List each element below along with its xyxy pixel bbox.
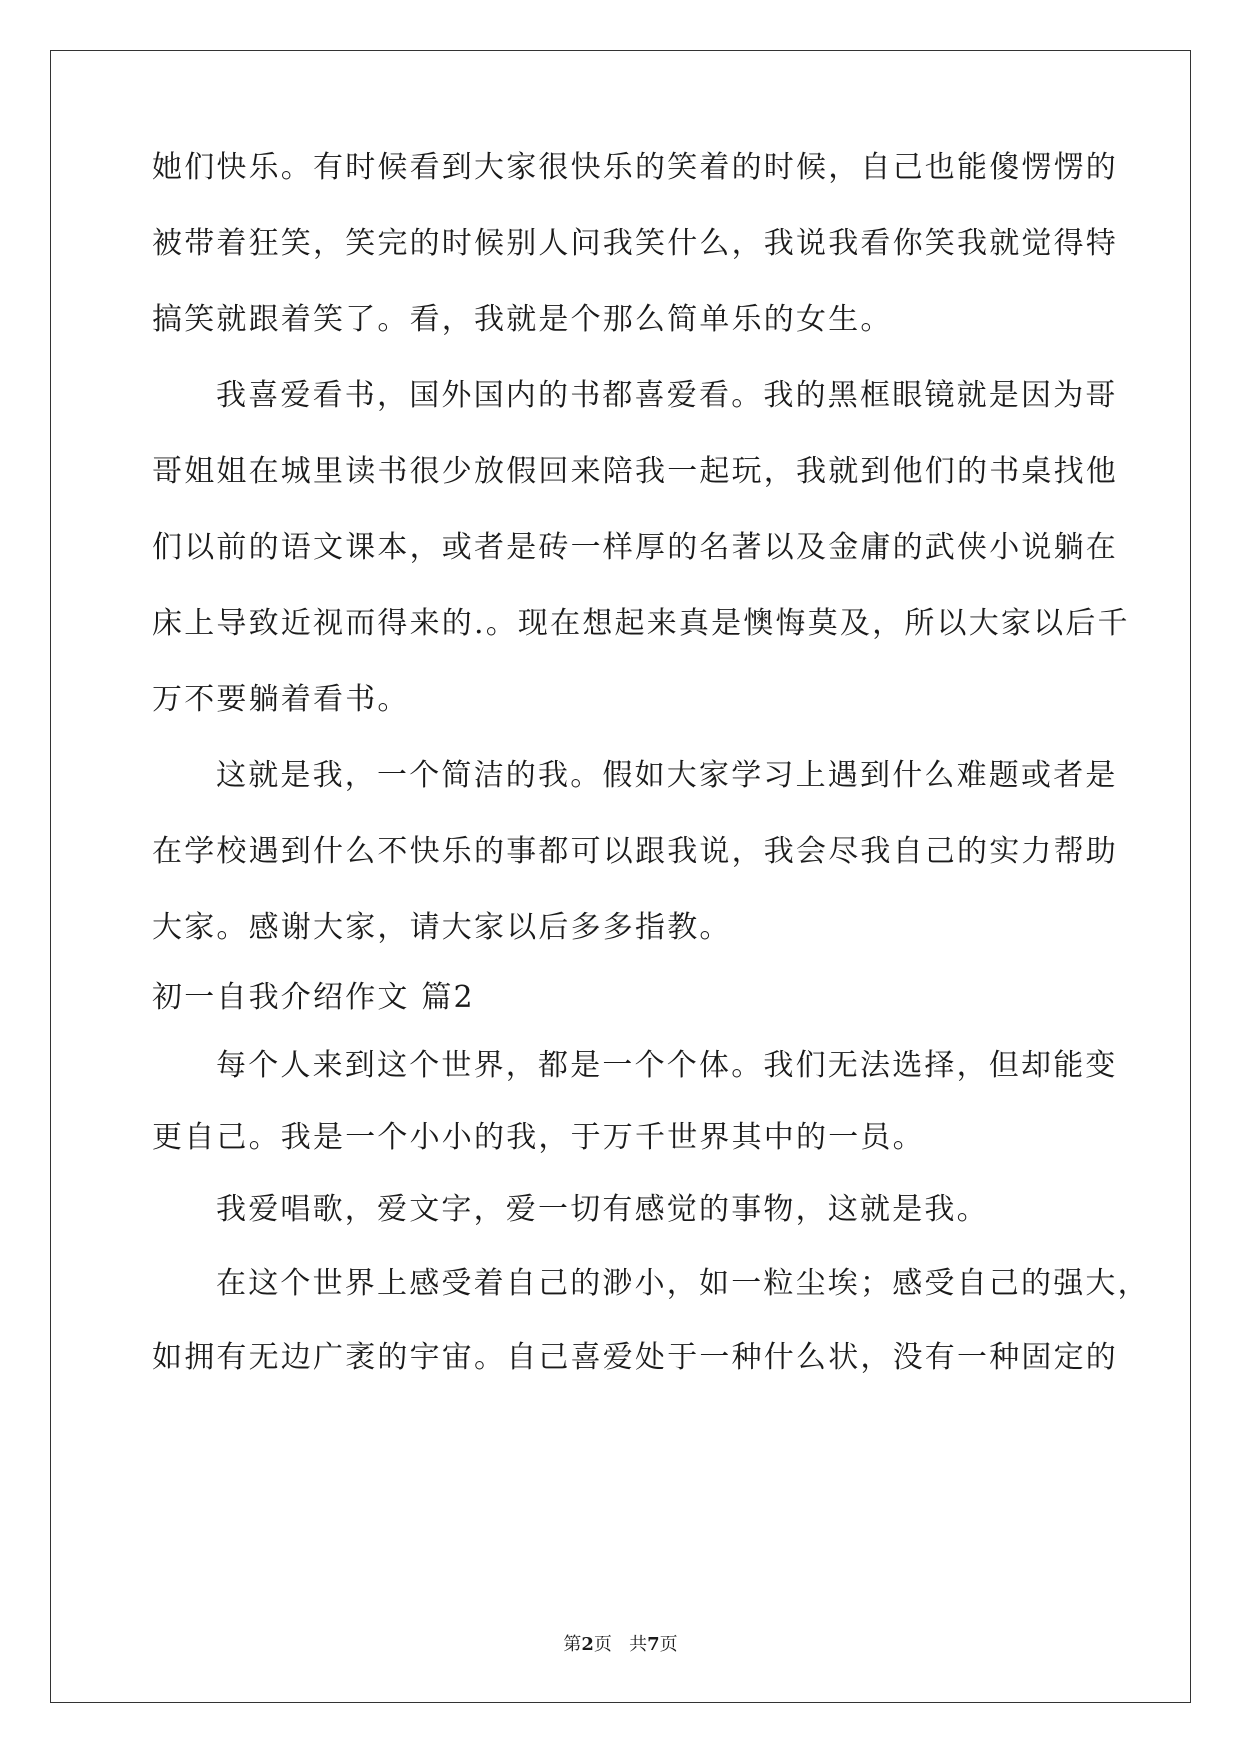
footer-suffix: 页 [659, 1634, 678, 1655]
page-border [50, 50, 1191, 1703]
current-page-number: 2 [581, 1634, 594, 1655]
footer-mid: 页 共 [593, 1634, 648, 1655]
total-pages-number: 7 [647, 1634, 660, 1655]
text-line: 更自己。我是一个小小的我，于万千世界其中的一员。 [152, 1120, 925, 1155]
text-line: 被带着狂笑，笑完的时候别人问我笑什么，我说我看你笑我就觉得特 [152, 226, 1118, 261]
text-line: 我爱唱歌，爱文字，爱一切有感觉的事物，这就是我。 [216, 1192, 989, 1227]
text-line: 在学校遇到什么不快乐的事都可以跟我说，我会尽我自己的实力帮助 [152, 834, 1118, 869]
text-line: 哥姐姐在城里读书很少放假回来陪我一起玩，我就到他们的书桌找他 [152, 454, 1118, 489]
text-line: 床上导致近视而得来的.。现在想起来真是懊悔莫及，所以大家以后千 [152, 606, 1130, 641]
text-line: 大家。感谢大家，请大家以后多多指教。 [152, 910, 732, 945]
text-line: 如拥有无边广袤的宇宙。自己喜爱处于一种什么状，没有一种固定的 [152, 1340, 1118, 1375]
text-line: 每个人来到这个世界，都是一个个体。我们无法选择，但却能变 [216, 1048, 1118, 1083]
text-line: 万不要躺着看书。 [152, 682, 410, 717]
text-line: 这就是我，一个简洁的我。假如大家学习上遇到什么难题或者是 [216, 758, 1118, 793]
text-line: 我喜爱看书，国外国内的书都喜爱看。我的黑框眼镜就是因为哥 [216, 378, 1118, 413]
page-footer [0, 1633, 1241, 1657]
footer-prefix: 第 [563, 1634, 582, 1655]
text-line: 在这个世界上感受着自己的渺小，如一粒尘埃；感受自己的强大， [216, 1266, 1150, 1301]
section-heading: 初一自我介绍作文 篇2 [152, 980, 475, 1015]
text-line: 她们快乐。有时候看到大家很快乐的笑着的时候，自己也能傻愣愣的 [152, 150, 1118, 185]
text-line: 们以前的语文课本，或者是砖一样厚的名著以及金庸的武侠小说躺在 [152, 530, 1118, 565]
text-line: 搞笑就跟着笑了。看，我就是个那么简单乐的女生。 [152, 302, 893, 337]
